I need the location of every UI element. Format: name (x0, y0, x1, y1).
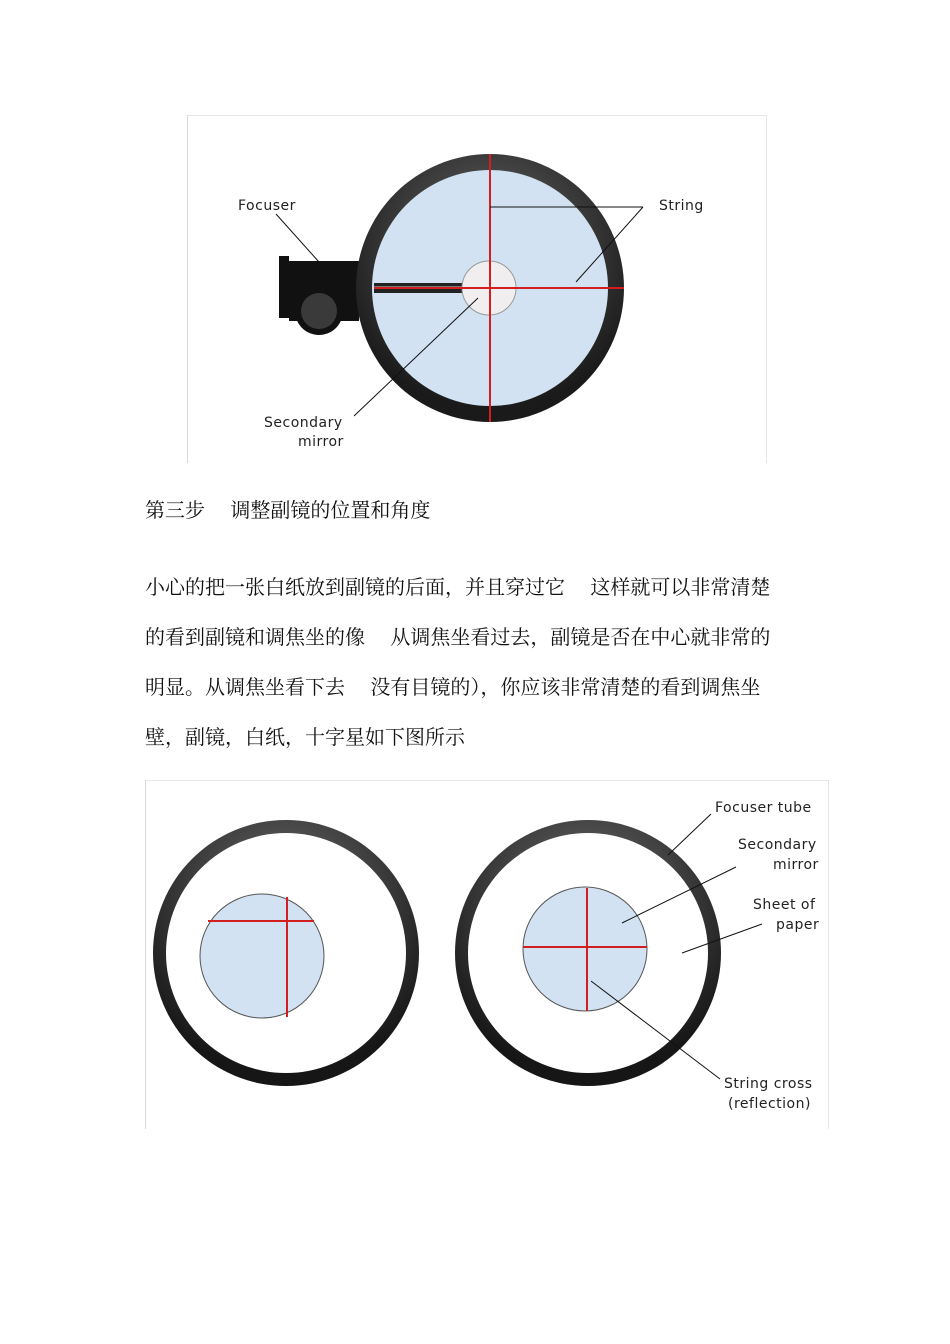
sheet-label-line1: Sheet of (753, 897, 816, 913)
focuser-label: Focuser (238, 198, 296, 214)
sheet-label-line2: paper (776, 917, 820, 933)
string-label: String (659, 198, 704, 214)
secondary-label-line2: mirror (773, 857, 819, 873)
secondary-mirror-left (200, 894, 324, 1018)
instruction-paragraph (145, 562, 815, 762)
secondary-label-line1: Secondary (738, 837, 817, 853)
figure-top-view-diagram (187, 115, 767, 463)
focuser-knob-plate (279, 256, 289, 318)
paragraph-line: 壁，副镜，白纸，十字星如下图所示 (145, 725, 465, 749)
secondary-label-line1: Secondary (264, 415, 343, 431)
focuser-view-svg (146, 781, 828, 1129)
top-view-svg (188, 116, 766, 463)
secondary-mirror-right (523, 887, 647, 1011)
paragraph-line: 明显。从调焦坐看下去 没有目镜的），你应该非常清楚的看到调焦坐 (145, 675, 761, 699)
figure-focuser-view-diagram (145, 780, 829, 1129)
string-cross-label-line1: String cross (724, 1076, 813, 1092)
secondary-label-line2: mirror (298, 434, 344, 450)
string-cross-label-line2: (reflection) (728, 1096, 811, 1112)
paragraph-line: 小心的把一张白纸放到副镜的后面，并且穿过它 这样就可以非常清楚 (145, 575, 771, 599)
focuser-knob (301, 293, 337, 329)
paragraph-line: 的看到副镜和调焦坐的像 从调焦坐看过去，副镜是否在中心就非常的 (145, 625, 771, 649)
focuser-tube-label: Focuser tube (715, 800, 812, 816)
step-heading: 第三步 调整副镜的位置和角度 (145, 498, 431, 522)
